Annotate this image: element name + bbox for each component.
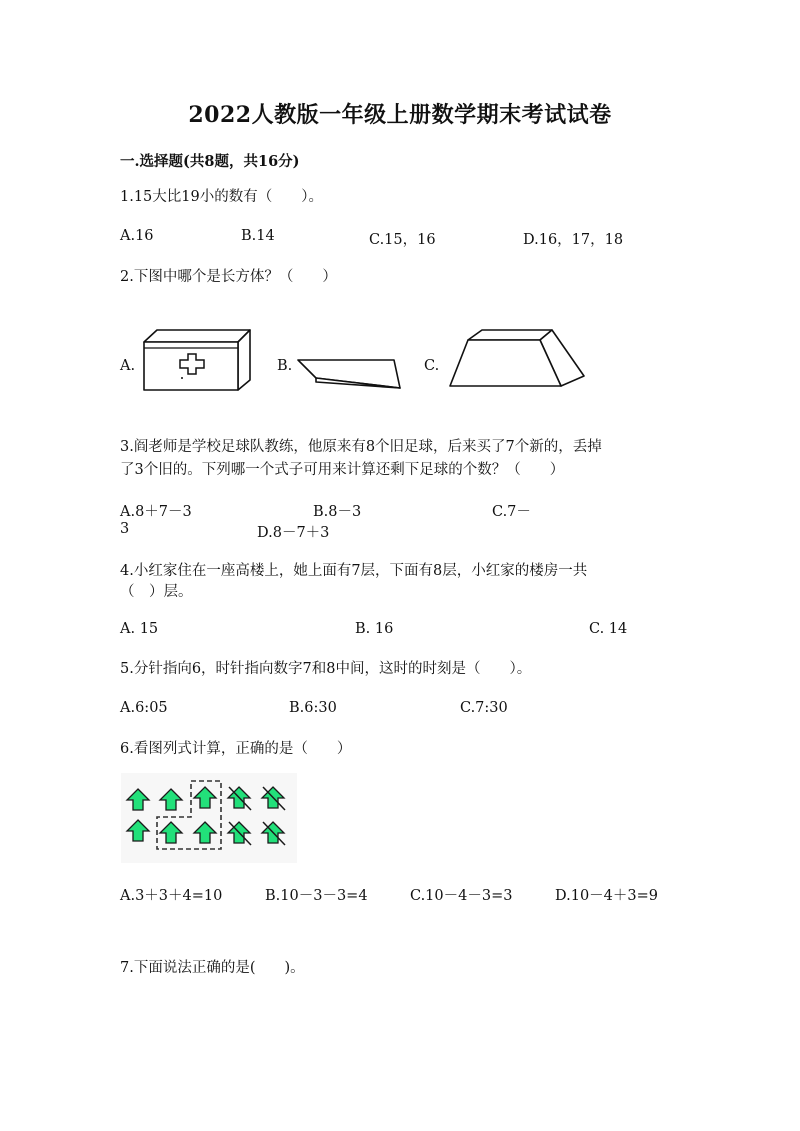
q4-option-b[interactable]: B. 16	[355, 621, 394, 637]
question-4-line-1: 4.小红家住在一座高楼上，她上面有7层，下面有8层，小红家的楼房一共	[120, 563, 588, 579]
q3-option-c[interactable]: C.7－	[492, 504, 531, 520]
question-6: 6.看图列式计算，正确的是（ ）	[120, 741, 352, 757]
q4-option-c[interactable]: C. 14	[589, 621, 628, 637]
q1-option-c[interactable]: C.15，16	[369, 232, 436, 248]
q3-option-c-continued: 3	[120, 521, 130, 537]
question-3-line-1: 3.阎老师是学校足球队教练，他原来有8个旧足球，后来买了7个新的，丢掉	[120, 439, 602, 455]
question-3-line-2: 了3个旧的。下列哪一个式子可用来计算还剩下足球的个数？（ ）	[120, 462, 565, 478]
page-title: 2022人教版一年级上册数学期末考试试卷	[188, 102, 612, 128]
q5-option-c[interactable]: C.7:30	[460, 700, 508, 716]
q3-option-b[interactable]: B.8－3	[313, 504, 362, 520]
q6-option-d[interactable]: D.10－4＋3=9	[555, 888, 658, 904]
q6-option-b[interactable]: B.10－3－3=4	[265, 888, 368, 904]
q2-option-b-label[interactable]: B.	[277, 358, 293, 374]
question-7: 7.下面说法正确的是( )。	[120, 960, 305, 976]
arrow-count-figure	[121, 773, 297, 863]
medicine-box-figure	[140, 328, 255, 392]
q1-option-a[interactable]: A.16	[120, 228, 154, 244]
question-4-line-2: （ ）层。	[120, 584, 193, 600]
slanted-slab-figure	[296, 352, 402, 394]
q4-option-a[interactable]: A. 15	[120, 621, 159, 637]
question-5: 5.分针指向6，时针指向数字7和8中间，这时的时刻是（ ）。	[120, 661, 532, 677]
q2-option-a-label[interactable]: A.	[120, 358, 136, 374]
section-heading: 一.选择题(共8题，共16分)	[120, 153, 300, 170]
q3-option-a[interactable]: A.8＋7－3	[120, 504, 192, 520]
q5-option-a[interactable]: A.6:05	[120, 700, 168, 716]
question-2: 2.下图中哪个是长方体？（ ）	[120, 269, 337, 285]
q6-option-a[interactable]: A.3＋3＋4=10	[120, 888, 223, 904]
trapezoid-prism-figure	[448, 328, 586, 390]
q2-option-c-label[interactable]: C.	[424, 358, 440, 374]
question-1: 1.15大比19小的数有（ ）。	[120, 189, 323, 205]
q5-option-b[interactable]: B.6:30	[289, 700, 337, 716]
q6-option-c[interactable]: C.10－4－3=3	[410, 888, 513, 904]
q1-option-b[interactable]: B.14	[241, 228, 275, 244]
q3-option-d[interactable]: D.8－7＋3	[257, 525, 330, 541]
q1-option-d[interactable]: D.16，17，18	[523, 232, 624, 248]
